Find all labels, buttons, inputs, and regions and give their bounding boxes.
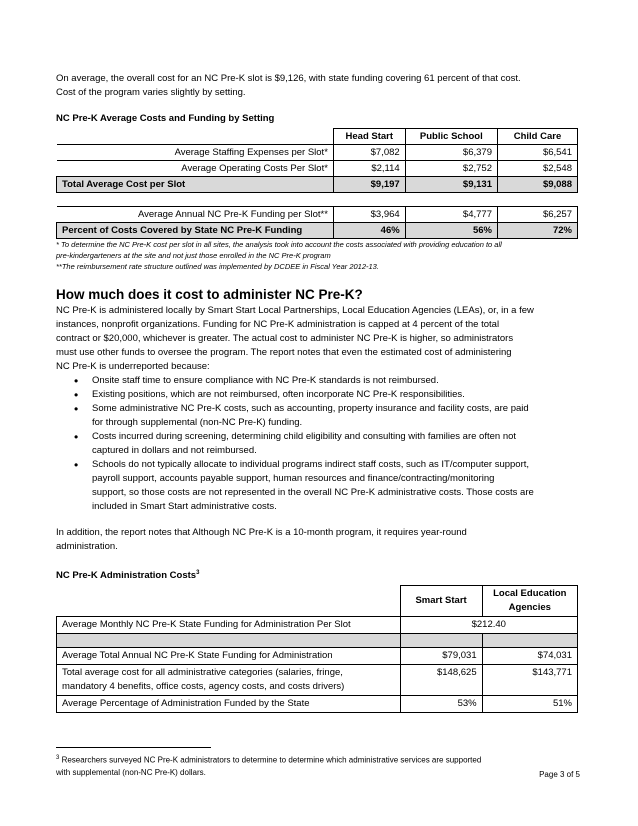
row-label: Average Percentage of Administration Funded by the State — [57, 696, 401, 713]
table-cell: $2,548 — [497, 161, 577, 177]
table-cell: $9,088 — [497, 177, 577, 193]
table-cell: $4,777 — [405, 207, 497, 223]
table-note: pre-kindergarteners at the site and not just those enrolled in the NC Pre-K program — [56, 251, 331, 260]
para-line: In addition, the report notes that Although NC Pre-K is a 10-month program, it requires year-round — [56, 527, 467, 538]
table-cell: $7,082 — [333, 145, 405, 161]
intro-line: On average, the overall cost for an NC Pre-K slot is $9,126, with state funding covering 61 percent of that cost. — [56, 73, 521, 84]
table-cell: 46% — [333, 223, 405, 239]
table-row — [57, 161, 578, 177]
list-item: • Costs incurred during screening, determining child eligibility and consulting with families are often not captured in dollars and not reimbursed. — [92, 430, 578, 458]
table-cell: $9,131 — [405, 177, 497, 193]
table-row — [57, 648, 578, 665]
table-cell: 53% — [400, 696, 482, 713]
section-paragraph-2 — [56, 526, 578, 554]
table-row — [57, 696, 578, 713]
table-cell: $3,964 — [333, 207, 405, 223]
col-header: Head Start — [333, 129, 405, 145]
table-spacer-row — [57, 634, 578, 648]
table-cell: 72% — [497, 223, 577, 239]
para-line: administration. — [56, 541, 118, 552]
table-cell: $148,625 — [400, 665, 482, 696]
footnote: $^3$ Researchers surveyed NC Pre-K administrators to determine to determine which administrative services are supported with supplemental (non-NC Pre-K) dollars. — [56, 755, 482, 777]
table-cell: $6,257 — [497, 207, 577, 223]
table-cell: $6,379 — [405, 145, 497, 161]
para-line: must use other funds to oversee the program. The report notes that even the estimated cost of administering — [56, 347, 512, 358]
table-cell: $143,771 — [482, 665, 577, 696]
col-header-lea: Local Education Agencies — [482, 586, 577, 617]
row-label: Average Operating Costs Per Slot* — [57, 161, 334, 177]
table-row — [57, 617, 578, 634]
administration-costs-table — [56, 585, 578, 713]
table-cell: $2,114 — [333, 161, 405, 177]
footnote-divider — [56, 747, 211, 748]
table-spacer-row — [57, 193, 578, 207]
table2-title: NC Pre-K Administration Costs$^3$ — [56, 570, 200, 582]
para-line: instances, nonprofit organizations. Funding for NC Pre-K administration is capped at 4 percent of the total — [56, 319, 500, 330]
table-header-row — [57, 586, 578, 617]
row-label: Average Annual NC Pre-K Funding per Slot** — [57, 207, 334, 223]
table-row-total — [57, 177, 578, 193]
table-note: * To determine the NC Pre-K cost per slot in all sites, the analysis took into account the costs associated with providing education to all — [56, 240, 502, 249]
table-cell: 51% — [482, 696, 577, 713]
table-cell: $212.40 — [400, 617, 577, 634]
intro-line: Cost of the program varies slightly by setting. — [56, 87, 246, 98]
table-cell: $79,031 — [400, 648, 482, 665]
table1-title: NC Pre-K Average Costs and Funding by Setting — [56, 113, 275, 124]
para-line: NC Pre-K is underreported because: — [56, 361, 210, 372]
row-label: Average Total Annual NC Pre-K State Funding for Administration — [57, 648, 401, 665]
list-item: • Schools do not typically allocate to individual programs indirect staff costs, such as IT/computer support, payroll support, accounts payable support, human resources and finance/contracting/monitoring support, so those costs are not represented in the overall NC Pre-K administrative costs. Those costs are included in Smart Start administrative costs. — [92, 458, 578, 514]
row-label: Total average cost for all administrative categories (salaries, fringe, mandatory 4 benefits, office costs, agency costs, and costs drivers) — [57, 665, 401, 696]
row-label: Percent of Costs Covered by State NC Pre-K Funding — [57, 223, 334, 239]
costs-by-setting-table — [56, 128, 578, 239]
table-cell: 56% — [405, 223, 497, 239]
table-row — [57, 145, 578, 161]
reasons-list — [56, 374, 578, 514]
col-header: Child Care — [497, 129, 577, 145]
list-item: • Existing positions, which are not reimbursed, often incorporate NC Pre-K responsibilities. — [92, 388, 578, 402]
row-label: Total Average Cost per Slot — [57, 177, 334, 193]
table-cell: $9,197 — [333, 177, 405, 193]
table-cell: $74,031 — [482, 648, 577, 665]
col-header-smart-start: Smart Start — [400, 586, 482, 617]
table-header-row — [57, 129, 578, 145]
intro-paragraph — [56, 72, 578, 100]
table1-notes — [56, 239, 578, 272]
list-item: • Onsite staff time to ensure compliance with NC Pre-K standards is not reimbursed. — [92, 374, 578, 388]
page-number: Page 3 of 5 — [539, 770, 580, 779]
para-line: NC Pre-K is administered locally by Smart Start Local Partnerships, Local Education Agencies (LEAs), or, in a few — [56, 305, 534, 316]
table-cell: $2,752 — [405, 161, 497, 177]
section-heading: How much does it cost to administer NC Pre-K? — [56, 287, 363, 302]
table-row — [57, 665, 578, 696]
row-label: Average Monthly NC Pre-K State Funding for Administration Per Slot — [57, 617, 401, 634]
para-line: contract or $20,000, whichever is greater. The actual cost to administer NC Pre-K is higher, so administrators — [56, 333, 514, 344]
document-page — [56, 72, 578, 779]
col-header: Public School — [405, 129, 497, 145]
list-item: • Some administrative NC Pre-K costs, such as accounting, property insurance and facility costs, are paid for through supplemental (non-NC Pre-K) funding. — [92, 402, 578, 430]
table-cell: $6,541 — [497, 145, 577, 161]
table-note: **The reimbursement rate structure outlined was implemented by DCDEE in Fiscal Year 2012-13. — [56, 262, 379, 271]
section-paragraph — [56, 304, 578, 374]
table-row-percent — [57, 223, 578, 239]
table-row — [57, 207, 578, 223]
row-label: Average Staffing Expenses per Slot* — [57, 145, 334, 161]
